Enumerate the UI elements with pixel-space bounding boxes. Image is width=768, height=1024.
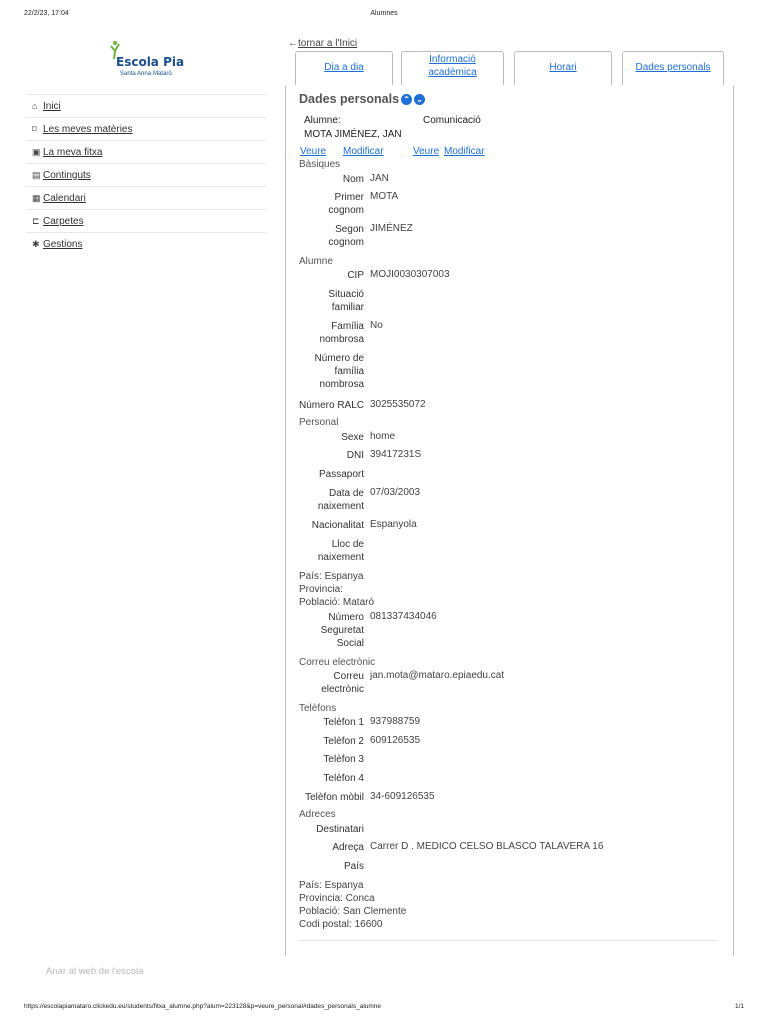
- student-name: MOTA JIMÉNEZ, JAN: [304, 129, 402, 140]
- tab-dia-a-dia[interactable]: Dia a dia: [295, 51, 393, 85]
- chevron-down-circle-icon[interactable]: ⌄: [414, 94, 425, 105]
- field-label: Data de naixement: [317, 488, 364, 512]
- field-label: Telèfon 2: [323, 736, 364, 747]
- sidebar-item-calendari[interactable]: [26, 186, 266, 209]
- print-url: https://escolapiamataro.clickedu.eu/students/fitxa_alumne.php?alum=223128&p=veure_personal#dades_personals_alumne: [24, 1003, 382, 1010]
- field-value: JAN: [370, 173, 389, 184]
- edit-link-1[interactable]: Modificar: [343, 146, 384, 157]
- id-card-icon: ▣: [32, 147, 41, 157]
- field-value: JIMÉNEZ: [370, 223, 413, 234]
- sidebar-item-label: Gestions: [43, 239, 83, 250]
- field-value: No: [370, 320, 383, 331]
- view-link-1[interactable]: Veure: [300, 146, 327, 157]
- field-label: DNI: [346, 450, 364, 461]
- field-label: Telèfon 4: [323, 773, 364, 784]
- sidebar-item-label: Carpetes: [43, 216, 84, 227]
- birth-place-details: País: Espanya Provincia: Població: Mataró: [299, 571, 375, 608]
- sidebar-item-inici[interactable]: [26, 94, 266, 117]
- communication-label: Comunicació: [423, 115, 481, 126]
- field-label: Primer cognom: [328, 192, 364, 216]
- sidebar-item-label: La meva fitxa: [43, 147, 103, 158]
- field-value: Espanyola: [370, 519, 417, 530]
- section-adreces: Adreces: [299, 809, 336, 820]
- field-label: Situació familiar: [328, 289, 364, 313]
- edit-link-2[interactable]: Modificar: [444, 146, 485, 157]
- field-label: Destinatari: [316, 824, 364, 835]
- field-value: MOJI0030307003: [370, 269, 450, 280]
- home-icon: ⌂: [32, 101, 38, 111]
- back-to-home-link[interactable]: [288, 38, 357, 49]
- field-label: Telèfon 3: [323, 754, 364, 765]
- field-label: Adreça: [332, 842, 364, 853]
- print-title: Alumnes: [370, 10, 398, 17]
- sidebar: [26, 94, 266, 255]
- folder-icon: ⊏: [32, 216, 40, 226]
- logo-name: Escola Pia: [116, 55, 185, 69]
- tab-dades-personals[interactable]: Dades personals: [622, 51, 724, 85]
- field-label: CIP: [347, 270, 364, 281]
- field-value: Carrer D . MEDICO CELSO BLASCO TALAVERA 16: [370, 841, 604, 852]
- sidebar-item-carpetes[interactable]: [26, 209, 266, 232]
- student-label: Alumne:: [304, 115, 341, 126]
- field-label: País: [343, 861, 364, 872]
- contents-icon: ▤: [32, 170, 41, 180]
- back-link-label: tornar a l'Inici: [298, 38, 358, 49]
- field-value: 081337434046: [370, 611, 437, 622]
- sidebar-item-label: Continguts: [43, 170, 91, 181]
- section-alumne: Alumne: [299, 256, 333, 267]
- field-label: Nom: [342, 174, 364, 185]
- sidebar-item-fitxa[interactable]: [26, 140, 266, 163]
- field-label: Lloc de naixement: [317, 539, 364, 563]
- chevron-up-circle-icon[interactable]: ⌃: [401, 94, 412, 105]
- field-label: Correu electrònic: [321, 671, 364, 695]
- field-value: 3025535072: [370, 399, 426, 410]
- page-title: Dades personals ⌃ ⌄: [299, 92, 425, 106]
- print-datetime: 22/2/23, 17:04: [24, 10, 69, 17]
- tab-horari[interactable]: Horari: [514, 51, 612, 85]
- sidebar-item-materies[interactable]: [26, 117, 266, 140]
- handshake-icon: ✱: [32, 239, 40, 249]
- sidebar-item-label: Les meves matèries: [43, 124, 133, 135]
- field-value: 937988759: [370, 716, 421, 727]
- section-correu: Correu electrònic: [299, 657, 376, 668]
- field-label: Número Seguretat Social: [320, 612, 364, 649]
- field-label: Telèfon 1: [323, 717, 364, 728]
- field-label: Número de família nombrosa: [314, 353, 364, 390]
- divider: [299, 940, 717, 941]
- field-label: Segon cognom: [328, 224, 364, 248]
- address-details: País: Espanya Provincia: Conca Població: San Clemente Codi postal: 16600: [299, 880, 407, 930]
- sidebar-item-label: Calendari: [43, 193, 86, 204]
- sidebar-item-gestions[interactable]: [26, 232, 266, 255]
- sidebar-item-continguts[interactable]: [26, 163, 266, 186]
- calendar-icon: ▦: [32, 193, 41, 203]
- print-footer: [24, 1003, 744, 1010]
- bookmark-icon: ⌑: [32, 124, 37, 134]
- school-website-link[interactable]: Anar al web de l'escola: [46, 966, 144, 977]
- field-value: 34-609126535: [370, 791, 435, 802]
- field-value: MOTA: [370, 191, 399, 202]
- view-link-2[interactable]: Veure: [413, 146, 440, 157]
- section-basiques: Bàsiques: [299, 159, 341, 170]
- logo-subtitle: Santa Anna·Mataró: [120, 71, 172, 77]
- field-value: 07/03/2003: [370, 487, 421, 498]
- school-logo[interactable]: [110, 40, 190, 82]
- sidebar-item-label: Inici: [43, 101, 61, 112]
- field-label: Família nombrosa: [319, 321, 364, 345]
- section-personal: Personal: [299, 417, 339, 428]
- field-label: Número RALC: [298, 400, 364, 411]
- tab-informacio-academica[interactable]: Informació acadèmica: [401, 51, 504, 85]
- section-telefons: Telèfons: [299, 703, 337, 714]
- print-header: [24, 10, 744, 17]
- field-value: jan.mota@mataro.epiaedu.cat: [370, 670, 505, 681]
- field-label: Passaport: [318, 469, 364, 480]
- print-page-number: 1/1: [734, 1003, 744, 1010]
- field-value: 609126535: [370, 735, 421, 746]
- field-value: 39417231S: [370, 449, 422, 460]
- field-value: home: [370, 431, 396, 442]
- field-label: Sexe: [341, 432, 364, 443]
- field-label: Nacionalitat: [311, 520, 364, 531]
- field-label: Telèfon mòbil: [305, 792, 364, 803]
- arrow-left-icon: ←: [288, 38, 298, 49]
